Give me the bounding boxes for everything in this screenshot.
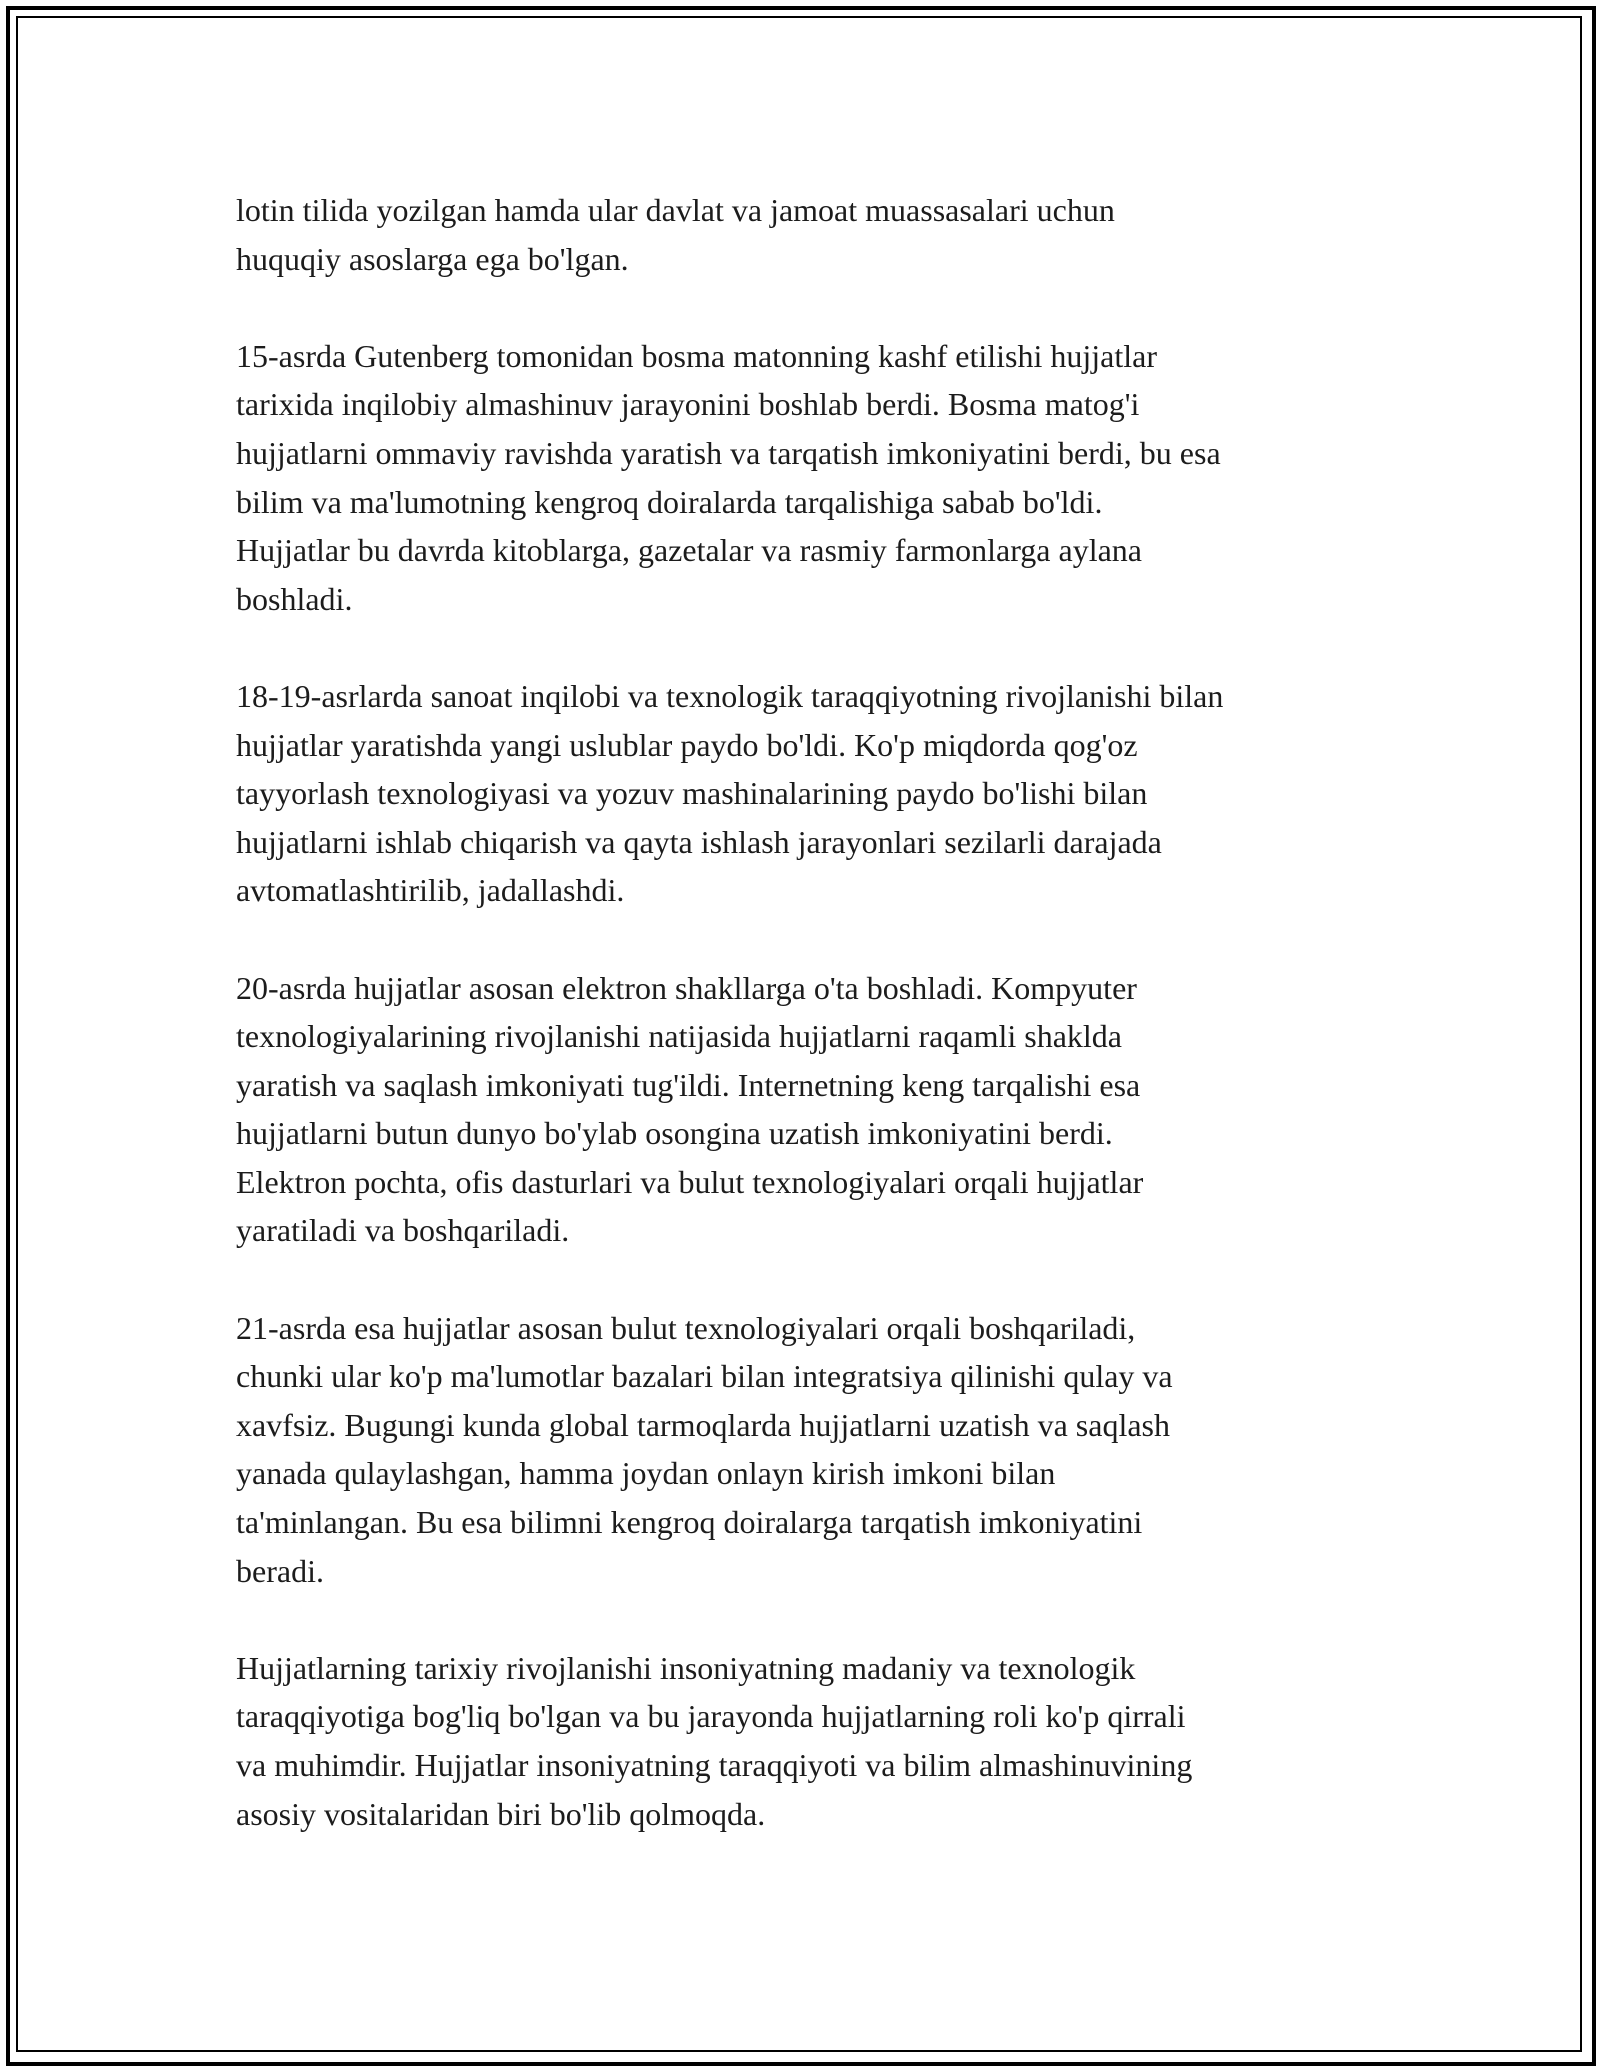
text-line: texnologiyalarining rivojlanishi natijasida hujjatlarni raqamli shaklda [236, 1018, 1122, 1055]
paragraph [236, 964, 1406, 1256]
text-line: taraqqiyotiga bog'liq bo'lgan va bu jarayonda hujjatlarning roli ko'p qirrali [236, 1698, 1186, 1735]
text-line: Hujjatlarning tarixiy rivojlanishi insoniyatning madaniy va texnologik [236, 1649, 1136, 1686]
text-line: hujjatlarni ommaviy ravishda yaratish va tarqatish imkoniyatini berdi, bu esa [236, 434, 1221, 471]
text-line: boshladi. [236, 580, 353, 617]
paragraph [236, 1644, 1406, 1838]
paragraph [236, 1304, 1406, 1596]
text-line: yaratiladi va boshqariladi. [236, 1212, 570, 1249]
text-line: 18-19-asrlarda sanoat inqilobi va texnologik taraqqiyotning rivojlanishi bilan [236, 677, 1224, 714]
text-line: huquqiy asoslarga ega bo'lgan. [236, 240, 629, 277]
text-line: beradi. [236, 1552, 324, 1589]
text-line: chunki ular ko'p ma'lumotlar bazalari bilan integratsiya qilinishi qulay va [236, 1358, 1173, 1395]
text-line: yanada qulaylashgan, hamma joydan onlayn kirish imkoni bilan [236, 1455, 1056, 1492]
paragraph [236, 332, 1406, 624]
text-line: yaratish va saqlash imkoniyati tug'ildi. Internetning keng tarqalishi esa [236, 1066, 1141, 1103]
text-line: 21-asrda esa hujjatlar asosan bulut texnologiyalari orqali boshqariladi, [236, 1309, 1136, 1346]
paragraph [236, 186, 1406, 283]
text-line: Hujjatlar bu davrda kitoblarga, gazetalar va rasmiy farmonlarga aylana [236, 532, 1142, 569]
text-line: lotin tilida yozilgan hamda ular davlat va jamoat muassasalari uchun [236, 192, 1115, 228]
text-line: asosiy vositalaridan biri bo'lib qolmoqda. [236, 1795, 766, 1832]
text-line: avtomatlashtirilib, jadallashdi. [236, 872, 625, 909]
text-line: hujjatlarni ishlab chiqarish va qayta ishlash jarayonlari sezilarli darajada [236, 823, 1162, 860]
text-line: bilim va ma'lumotning kengroq doiralarda tarqalishiga sabab bo'ldi. [236, 483, 1103, 520]
text-line: Elektron pochta, ofis dasturlari va bulut texnologiyalari orqali hujjatlar [236, 1163, 1144, 1200]
text-line: tarixida inqilobiy almashinuv jarayonini boshlab berdi. Bosma matog'i [236, 386, 1140, 423]
text-line: 20-asrda hujjatlar asosan elektron shakllarga o'ta boshladi. Kompyuter [236, 969, 1137, 1006]
text-line: hujjatlar yaratishda yangi uslublar paydo bo'ldi. Ko'p miqdorda qog'oz [236, 726, 1138, 763]
text-line: 15-asrda Gutenberg tomonidan bosma matonning kashf etilishi hujjatlar [236, 337, 1157, 374]
text-line: ta'minlangan. Bu esa bilimni kengroq doiralarga tarqatish imkoniyatini [236, 1504, 1143, 1541]
text-line: va muhimdir. Hujjatlar insoniyatning taraqqiyoti va bilim almashinuvining [236, 1747, 1193, 1783]
paragraph [236, 672, 1406, 915]
document-body [236, 186, 1406, 1887]
text-line: xavfsiz. Bugungi kunda global tarmoqlarda hujjatlarni uzatish va saqlash [236, 1406, 1170, 1443]
text-line: tayyorlash texnologiyasi va yozuv mashinalarining paydo bo'lishi bilan [236, 775, 1148, 812]
text-line: hujjatlarni butun dunyo bo'ylab osongina uzatish imkoniyatini berdi. [236, 1115, 1113, 1152]
